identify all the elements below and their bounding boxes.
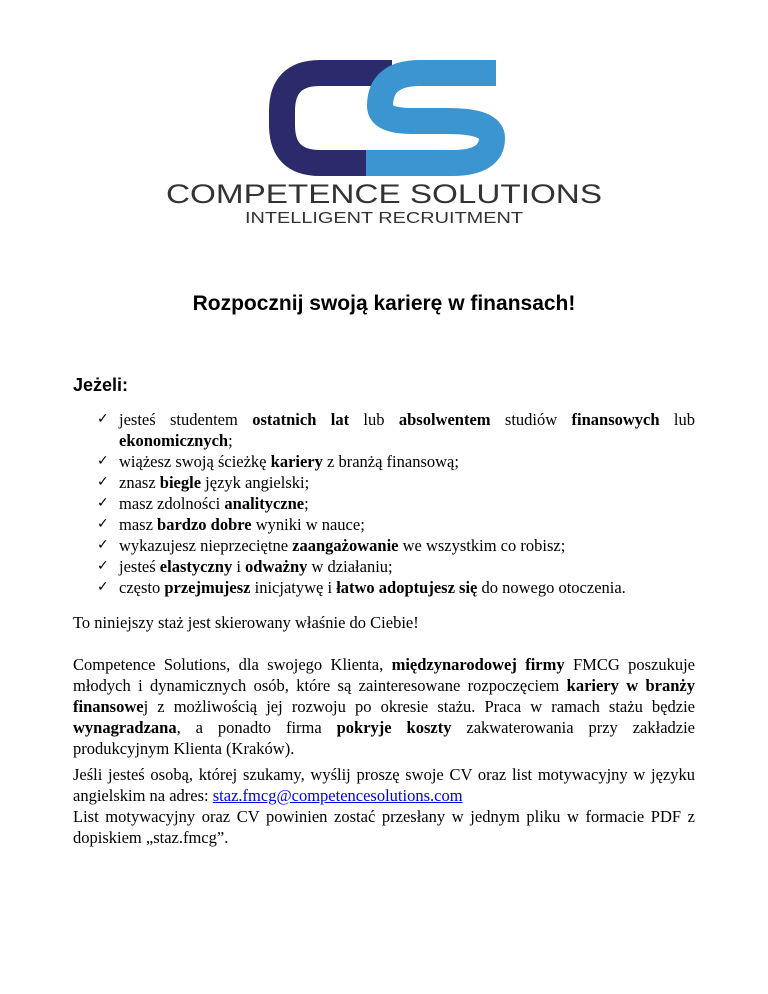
text-segment: do nowego otoczenia. bbox=[477, 578, 626, 597]
bold-text: odważny bbox=[245, 557, 308, 576]
bold-text: ostatnich lat bbox=[252, 410, 350, 429]
checklist-item bbox=[97, 535, 695, 556]
company-logo bbox=[0, 0, 768, 240]
text-segment: w działaniu; bbox=[307, 557, 393, 576]
checkmark-icon: ✓ bbox=[97, 411, 109, 427]
checkmark-icon: ✓ bbox=[97, 537, 109, 553]
bold-text: absolwentem bbox=[398, 410, 491, 429]
checkmark-icon: ✓ bbox=[97, 495, 109, 511]
text-segment: studiów bbox=[490, 410, 572, 429]
checklist-item bbox=[97, 472, 695, 493]
text-segment: lub bbox=[659, 410, 696, 429]
text-segment: wiążesz swoją ścieżkę bbox=[119, 452, 271, 471]
bold-text: ekonomicznych bbox=[119, 431, 229, 450]
text-segment: wykazujesz nieprzeciętne bbox=[119, 536, 293, 555]
logo-company-name: COMPETENCE SOLUTIONS bbox=[166, 179, 602, 209]
email-link[interactable]: staz.fmcg@competencesolutions.com bbox=[212, 786, 463, 805]
text-segment: ; bbox=[304, 494, 309, 513]
text-segment: i bbox=[232, 557, 246, 576]
bold-text: analityczne bbox=[224, 494, 305, 513]
text-segment: FMCG poszukuje młodych i dynamicznych osób, które są zainteresowane rozpoczęciem bbox=[73, 655, 695, 695]
text-segment: j z możliwością jej rozwoju po okresie stażu. Praca w ramach stażu będzie bbox=[143, 697, 695, 716]
text-segment: zakwaterowania przy zakładzie produkcyjnym Klienta (Kraków). bbox=[73, 718, 695, 758]
checkmark-icon: ✓ bbox=[97, 516, 109, 532]
checkmark-icon: ✓ bbox=[97, 453, 109, 469]
intro-paragraph: To niniejszy staż jest skierowany właśnie do Ciebie! bbox=[73, 613, 419, 632]
bold-text: kariery bbox=[270, 452, 323, 471]
bold-text: wynagradzana bbox=[73, 718, 177, 737]
text-segment: znasz bbox=[119, 473, 160, 492]
bold-text: zaangażowanie bbox=[292, 536, 399, 555]
bold-text: kariery w branży finansowe bbox=[73, 676, 696, 716]
text-segment: we wszystkim co robisz; bbox=[398, 536, 566, 555]
page-title: Rozpocznij swoją karierę w finansach! bbox=[192, 292, 576, 315]
text-segment: jesteś studentem bbox=[119, 410, 253, 429]
text-segment: z branżą finansową; bbox=[322, 452, 459, 471]
text-segment: masz zdolności bbox=[119, 494, 225, 513]
checklist-item bbox=[97, 451, 695, 472]
checklist-item bbox=[97, 409, 695, 451]
requirements-checklist bbox=[97, 409, 695, 598]
checklist-item bbox=[97, 514, 695, 535]
text-segment: masz bbox=[119, 515, 158, 534]
bold-text: elastyczny bbox=[159, 557, 233, 576]
bold-text: łatwo adoptujesz się bbox=[336, 578, 478, 597]
bold-text: przejmujesz bbox=[164, 578, 251, 597]
offer-paragraph bbox=[73, 654, 695, 759]
checkmark-icon: ✓ bbox=[97, 558, 109, 574]
text-segment: Competence Solutions, dla swojego Klienta, bbox=[73, 655, 392, 674]
text-segment: wyniki w nauce; bbox=[251, 515, 365, 534]
bold-text: bardzo dobre bbox=[157, 515, 252, 534]
section-heading: Jeżeli: bbox=[73, 375, 129, 395]
checkmark-icon: ✓ bbox=[97, 474, 109, 490]
logo-s-shape bbox=[366, 73, 496, 163]
text-segment: język angielski; bbox=[201, 473, 310, 492]
text-segment: lub bbox=[349, 410, 399, 429]
checklist-item bbox=[97, 556, 695, 577]
text-segment: , a ponadto firma bbox=[176, 718, 337, 737]
contact-text: Jeśli jesteś osobą, której szukamy, wyślij proszę swoje CV oraz list motywacyjny w języku angielskim na adres: bbox=[73, 765, 695, 805]
bold-text: finansowych bbox=[571, 410, 660, 429]
bold-text: pokryje koszty bbox=[336, 718, 452, 737]
bold-text: biegle bbox=[159, 473, 202, 492]
text-segment: często bbox=[119, 578, 165, 597]
checkmark-icon: ✓ bbox=[97, 579, 109, 595]
checklist-item bbox=[97, 577, 695, 598]
contact-paragraph bbox=[73, 764, 695, 848]
logo-tagline: INTELLIGENT RECRUITMENT bbox=[245, 210, 524, 227]
checklist-item bbox=[97, 493, 695, 514]
text-segment: inicjatywę i bbox=[250, 578, 337, 597]
text-segment: jesteś bbox=[119, 557, 160, 576]
submission-instructions: List motywacyjny oraz CV powinien zostać przesłany w jednym pliku w formacie PDF z dopiskiem „staz.fmcg”. bbox=[73, 807, 695, 847]
bold-text: międzynarodowej firmy bbox=[391, 655, 565, 674]
text-segment: ; bbox=[228, 431, 233, 450]
